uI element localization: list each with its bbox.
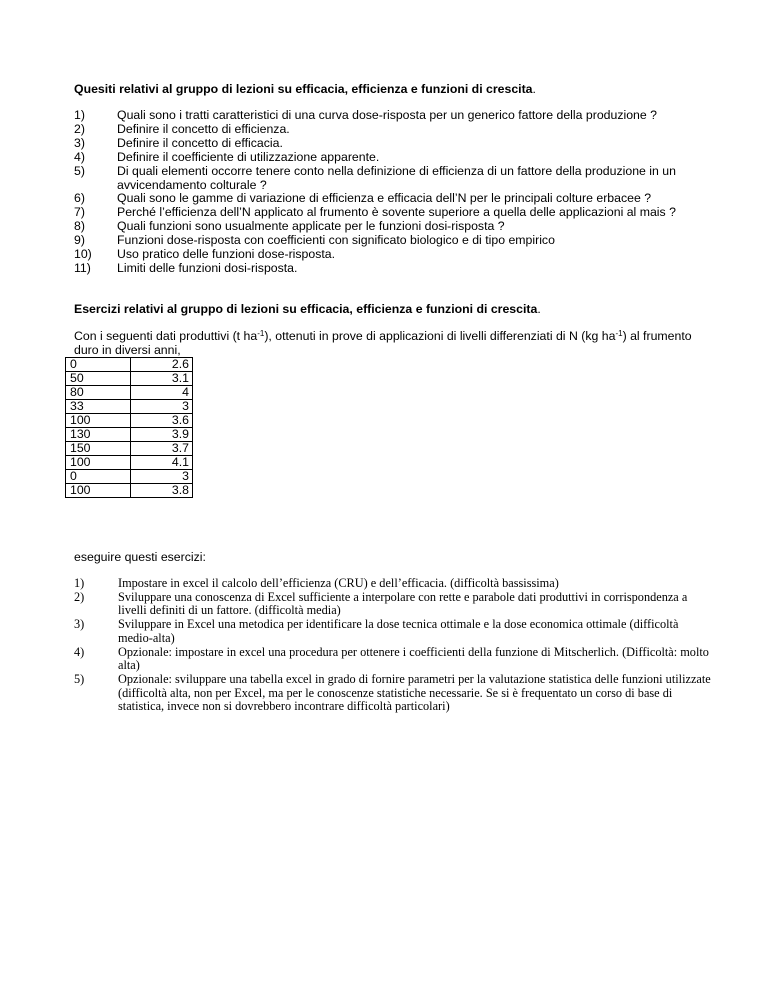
exercise-number: 5) — [74, 671, 85, 686]
nitrogen-dose-cell: 0 — [66, 470, 131, 484]
nitrogen-dose-cell: 33 — [66, 400, 131, 414]
exercise-number: 1) — [74, 576, 85, 590]
exercise-item — [74, 646, 714, 673]
nitrogen-dose-cell: 0 — [66, 358, 131, 372]
exercise-number: 4) — [74, 644, 85, 659]
question-item — [74, 109, 714, 123]
exercise-text: Opzionale: sviluppare una tabella excel in grado di fornire parametri per la valutazione statistica delle funzioni utilizzate (difficoltà alta, non per Excel, ma per le conoscenze statistiche necessarie. Se si è frequentato un corso di base di statistica, invece non si dovrebbero incontrare difficoltà particolari) — [118, 671, 711, 714]
nitrogen-dose-cell: 100 — [66, 414, 131, 428]
data-intro-paragraph: Con i seguenti dati produttivi (t $ha^{-1}$), ottenuti in prove di applicazioni di livelli differenziati di N (kg $ha^{-1}$) al frumento duro in diversi anni, — [74, 329, 692, 357]
question-item — [74, 206, 714, 220]
question-text: Perché l’efficienza dell’N applicato al frumento è sovente superiore a quella delle applicazioni al mais ? — [117, 205, 676, 220]
nitrogen-dose-cell: 150 — [66, 442, 131, 456]
question-item — [74, 248, 714, 262]
table-row — [66, 372, 193, 386]
exercise-text: Impostare in excel il calcolo dell’efficienza (CRU) e dell’efficacia. (difficoltà bassissima) — [118, 576, 559, 590]
question-text: Quali sono i tratti caratteristici di una curva dose-risposta per un generico fattore della produzione ? — [117, 108, 657, 122]
yield-cell: 3.8 — [131, 484, 193, 498]
yield-data-table — [65, 357, 193, 498]
question-item — [74, 220, 714, 234]
table-row — [66, 428, 193, 442]
question-number: 10) — [74, 247, 92, 262]
question-text: Limiti delle funzioni dosi-risposta. — [117, 260, 298, 275]
question-text: Di quali elementi occorre tenere conto nella definizione di efficienza di un fattore della produzione in un avvicendamento colturale ? — [117, 163, 676, 192]
exercise-text: Opzionale: impostare in excel una procedura per ottenere i coefficienti della funzione di Mitscherlich. (Difficoltà: molto alta) — [118, 644, 709, 673]
question-number: 11) — [74, 260, 91, 275]
nitrogen-dose-cell: 50 — [66, 372, 131, 386]
question-number: 2) — [74, 121, 85, 136]
nitrogen-dose-cell: 130 — [66, 428, 131, 442]
exercise-text: Sviluppare una conoscenza di Excel sufficiente a interpolare con rette e parabole dati produttivi in corrispondenza a livelli definiti di un fattore. (difficoltà media) — [118, 589, 688, 618]
question-number: 3) — [74, 135, 85, 150]
table-row — [66, 414, 193, 428]
exercises-list — [74, 577, 714, 714]
exercise-item — [74, 577, 714, 591]
table-row — [66, 358, 193, 372]
question-number: 5) — [74, 163, 85, 178]
question-text: Definire il concetto di efficienza. — [117, 121, 290, 136]
question-item — [74, 165, 714, 193]
question-text: Definire il coefficiente di utilizzazione apparente. — [117, 149, 380, 164]
question-item — [74, 123, 714, 137]
exercise-number: 2) — [74, 589, 85, 604]
yield-cell: 2.6 — [131, 358, 193, 372]
yield-cell: 3 — [131, 400, 193, 414]
table-row — [66, 484, 193, 498]
section-title-exercises: Esercizi relativi al gruppo di lezioni su efficacia, efficienza e funzioni di crescita. — [74, 302, 541, 316]
question-item — [74, 192, 714, 206]
yield-cell: 3.6 — [131, 414, 193, 428]
exercise-item — [74, 618, 714, 645]
question-number: 7) — [74, 205, 85, 220]
nitrogen-dose-cell: 80 — [66, 386, 131, 400]
yield-cell: 4.1 — [131, 456, 193, 470]
question-item — [74, 137, 714, 151]
question-number: 1) — [74, 108, 85, 122]
exercise-number: 3) — [74, 617, 85, 632]
exercise-item — [74, 673, 714, 714]
question-item — [74, 262, 714, 276]
table-row — [66, 442, 193, 456]
execute-label: eseguire questi esercizi: — [74, 550, 206, 564]
question-text: Definire il concetto di efficacia. — [117, 135, 283, 150]
question-number: 4) — [74, 149, 85, 164]
question-item — [74, 234, 714, 248]
yield-cell: 4 — [131, 386, 193, 400]
question-number: 8) — [74, 219, 85, 234]
yield-cell: 3.9 — [131, 428, 193, 442]
table-row — [66, 400, 193, 414]
questions-list — [74, 109, 714, 276]
question-number: 9) — [74, 233, 85, 248]
question-item — [74, 151, 714, 165]
yield-cell: 3.1 — [131, 372, 193, 386]
table-row — [66, 386, 193, 400]
yield-cell: 3.7 — [131, 442, 193, 456]
yield-cell: 3 — [131, 470, 193, 484]
exercise-text: Sviluppare in Excel una metodica per identificare la dose tecnica ottimale e la dose economica ottimale (difficoltà medio-alta) — [118, 617, 679, 645]
question-number: 6) — [74, 191, 85, 206]
nitrogen-dose-cell: 100 — [66, 456, 131, 470]
exercise-item — [74, 591, 714, 618]
table-row — [66, 456, 193, 470]
question-text: Funzioni dose-risposta con coefficienti con significato biologico e di tipo empirico — [117, 233, 555, 248]
question-text: Quali funzioni sono usualmente applicate per le funzioni dosi-risposta ? — [117, 219, 505, 234]
question-text: Uso pratico delle funzioni dose-risposta. — [117, 247, 336, 262]
table-row — [66, 470, 193, 484]
section-title-questions: Quesiti relativi al gruppo di lezioni su efficacia, efficienza e funzioni di crescita. — [74, 82, 536, 96]
question-text: Quali sono le gamme di variazione di efficienza e efficacia dell’N per le principali colture erbacee ? — [117, 191, 652, 206]
nitrogen-dose-cell: 100 — [66, 484, 131, 498]
